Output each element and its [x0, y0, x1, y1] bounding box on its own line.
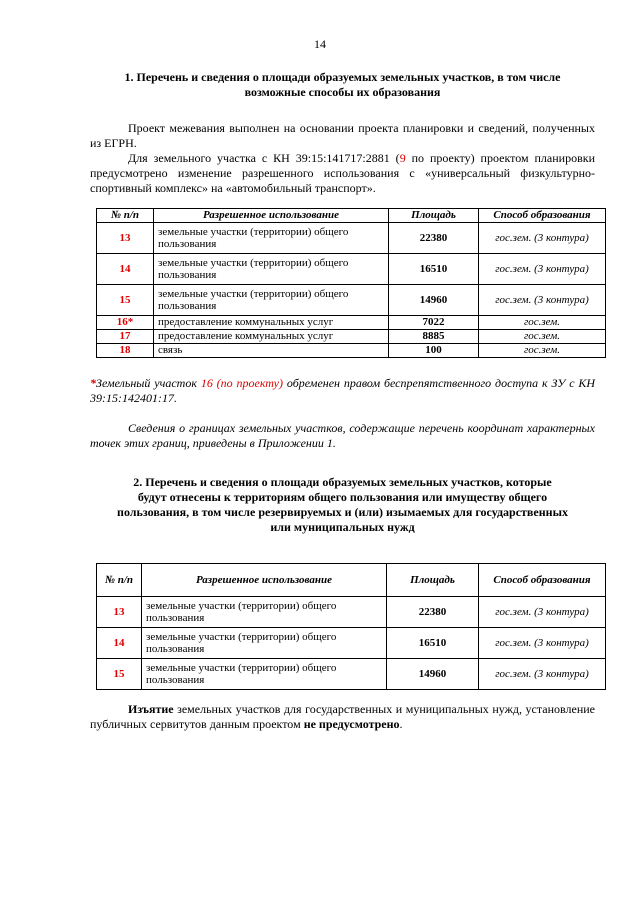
final-bold-not-provided: не предусмотрено	[303, 717, 400, 731]
cell-permitted-use: земельные участки (территории) общего пользования	[142, 659, 387, 690]
cell-formation-method: гос.зем.	[479, 344, 606, 358]
table-row	[97, 254, 606, 285]
header-permitted-use: Разрешенное использование	[154, 209, 389, 223]
footnote-project-number: 16 (по проекту)	[200, 376, 284, 390]
cell-permitted-use: земельные участки (территории) общего пользования	[154, 223, 389, 254]
footnote	[90, 376, 595, 406]
cell-number: 18	[97, 344, 154, 358]
cell-permitted-use: земельные участки (территории) общего пользования	[154, 285, 389, 316]
section2-title-line1: 2. Перечень и сведения о площади образуемых земельных участков, которые	[133, 475, 552, 489]
cell-number: 17	[97, 330, 154, 344]
final-text-middle: земельных участков для государственных и муниципальных нужд, установление публичных сервитутов данным проектом	[90, 702, 595, 731]
cell-area: 100	[389, 344, 479, 358]
footnote-star: *	[90, 376, 96, 390]
final-paragraph	[90, 702, 595, 732]
cell-area: 7022	[389, 316, 479, 330]
final-bold-seizure: Изъятие	[128, 702, 174, 716]
header-number: № п/п	[97, 564, 142, 597]
cell-number: 13	[97, 223, 154, 254]
cell-permitted-use: земельные участки (территории) общего пользования	[142, 597, 387, 628]
section1-paragraph2	[90, 151, 595, 196]
para2-text-after: по проекту) проектом планировки предусмотрено изменение разрешенного использования с «универсальный физкультурно-спортивный комплекс» на «автомобильный транспорт».	[90, 151, 595, 195]
para2-project-number: 9	[399, 151, 406, 165]
cell-formation-method: гос.зем. (3 контура)	[479, 597, 606, 628]
footnote-text-before: Земельный участок	[96, 376, 201, 390]
cell-permitted-use: предоставление коммунальных услуг	[154, 316, 389, 330]
cell-number: 14	[97, 254, 154, 285]
cell-number: 13	[97, 597, 142, 628]
footnote-text-after: обременен правом беспрепятственного доступа к ЗУ с КН 39:15:142401:17.	[90, 376, 596, 405]
cell-formation-method: гос.зем. (3 контура)	[479, 659, 606, 690]
cell-permitted-use: предоставление коммунальных услуг	[154, 330, 389, 344]
cell-area: 16510	[387, 628, 479, 659]
cell-formation-method: гос.зем. (3 контура)	[479, 628, 606, 659]
cell-number: 14	[97, 628, 142, 659]
page-number: 14	[314, 37, 326, 51]
section2-table	[96, 563, 606, 690]
header-number: № п/п	[97, 209, 154, 223]
cell-area: 22380	[387, 597, 479, 628]
table-row	[97, 344, 606, 358]
cell-area: 14960	[387, 659, 479, 690]
cell-area: 14960	[389, 285, 479, 316]
table-header-row	[97, 564, 606, 597]
para2-text-before: Для земельного участка с КН 39:15:141717:2881 (	[128, 151, 400, 165]
cell-permitted-use: земельные участки (территории) общего пользования	[154, 254, 389, 285]
cell-area: 16510	[389, 254, 479, 285]
section1-paragraph1: Проект межевания выполнен на основании проекта планировки и сведений, полученных из ЕГРН.	[90, 121, 595, 150]
boundaries-note: Сведения о границах земельных участков, содержащие перечень координат характерных точек этих границ, приведены в Приложении 1.	[90, 421, 595, 450]
cell-number: 15	[97, 659, 142, 690]
cell-formation-method: гос.зем.	[479, 316, 606, 330]
cell-number: 15	[97, 285, 154, 316]
table-row	[97, 628, 606, 659]
section2-title-line4: или муниципальных нужд	[270, 520, 415, 534]
cell-formation-method: гос.зем. (3 контура)	[479, 285, 606, 316]
header-formation-method: Способ образования	[479, 564, 606, 597]
table-row	[97, 330, 606, 344]
table-row	[97, 285, 606, 316]
section1-title-line1: 1. Перечень и сведения о площади образуемых земельных участков, в том числе	[124, 70, 561, 84]
section1-title-line2: возможные способы их образования	[244, 85, 441, 99]
section2-title-line2: будут отнесены к территориям общего пользования или имуществу общего	[137, 490, 548, 504]
header-formation-method: Способ образования	[479, 209, 606, 223]
header-permitted-use: Разрешенное использование	[142, 564, 387, 597]
header-area: Площадь	[389, 209, 479, 223]
cell-formation-method: гос.зем. (3 контура)	[479, 254, 606, 285]
section2-title-line3: пользования, в том числе резервируемых и (или) изымаемых для государственных	[117, 505, 568, 519]
cell-area: 8885	[389, 330, 479, 344]
section2-title	[90, 475, 595, 535]
cell-permitted-use: связь	[154, 344, 389, 358]
table-header-row	[97, 209, 606, 223]
cell-formation-method: гос.зем.	[479, 330, 606, 344]
final-text-end: .	[399, 717, 403, 731]
table-row	[97, 223, 606, 254]
cell-area: 22380	[389, 223, 479, 254]
section1-title	[90, 70, 595, 100]
table-row	[97, 659, 606, 690]
header-area: Площадь	[387, 564, 479, 597]
cell-number: 16*	[97, 316, 154, 330]
cell-formation-method: гос.зем. (3 контура)	[479, 223, 606, 254]
cell-permitted-use: земельные участки (территории) общего пользования	[142, 628, 387, 659]
table-row	[97, 316, 606, 330]
table-row	[97, 597, 606, 628]
section1-table	[96, 208, 606, 358]
